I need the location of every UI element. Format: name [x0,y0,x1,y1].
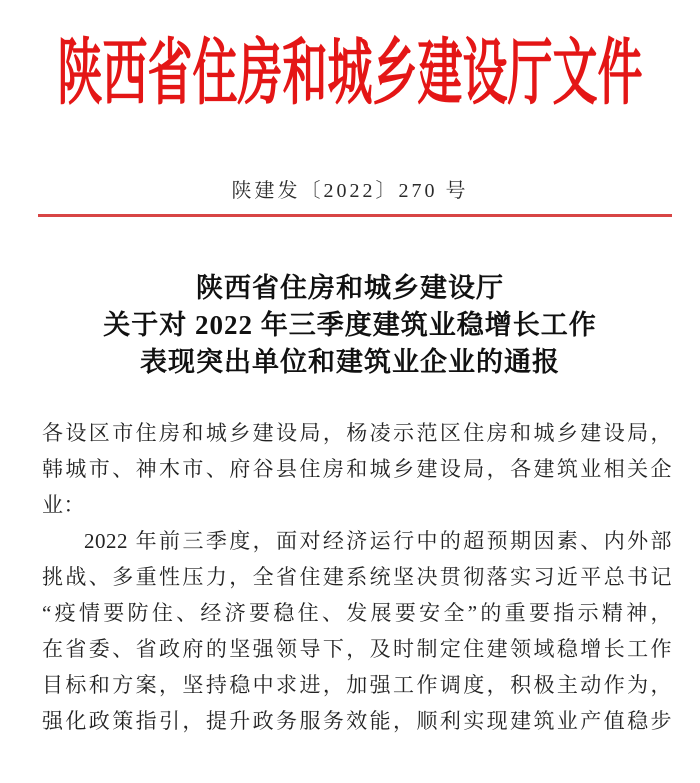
notice-title-line-3: 表现突出单位和建筑业企业的通报 [140,347,560,377]
salutation-line: 韩城市、神木市、府谷县住房和城乡建设局，各建筑业相关企 [42,457,672,481]
agency-title: 陕西省住房和城乡建设厅文件 [57,33,643,114]
notice-title-block [0,270,700,381]
paragraph-line: 2022 年前三季度，面对经济运行中的超预期因素、内外部 [84,529,672,553]
red-letterhead [0,22,700,114]
paragraph-line: “疫情要防住、经济要稳住、发展要安全”的重要指示精神， [42,601,672,625]
document-body [0,415,700,739]
red-divider-line [38,214,672,217]
salutation-line: 各设区市住房和城乡建设局，杨凌示范区住房和城乡建设局， [42,421,672,445]
paragraph-line: 目标和方案，坚持稳中求进，加强工作调度，积极主动作为， [42,673,672,697]
notice-title-line-2: 关于对 2022 年三季度建筑业稳增长工作 [103,310,597,340]
paragraph-line: 挑战、多重性压力，全省住建系统坚决贯彻落实习近平总书记 [42,565,672,589]
notice-title-line-1: 陕西省住房和城乡建设厅 [196,273,504,303]
paragraph-line: 强化政策指引，提升政务服务效能，顺利实现建筑业产值稳步 [42,709,672,733]
paragraph-line: 在省委、省政府的坚强领导下，及时制定住建领域稳增长工作 [42,637,672,661]
salutation-line: 业： [42,493,85,517]
document-number: 陕建发〔2022〕270 号 [231,180,469,202]
